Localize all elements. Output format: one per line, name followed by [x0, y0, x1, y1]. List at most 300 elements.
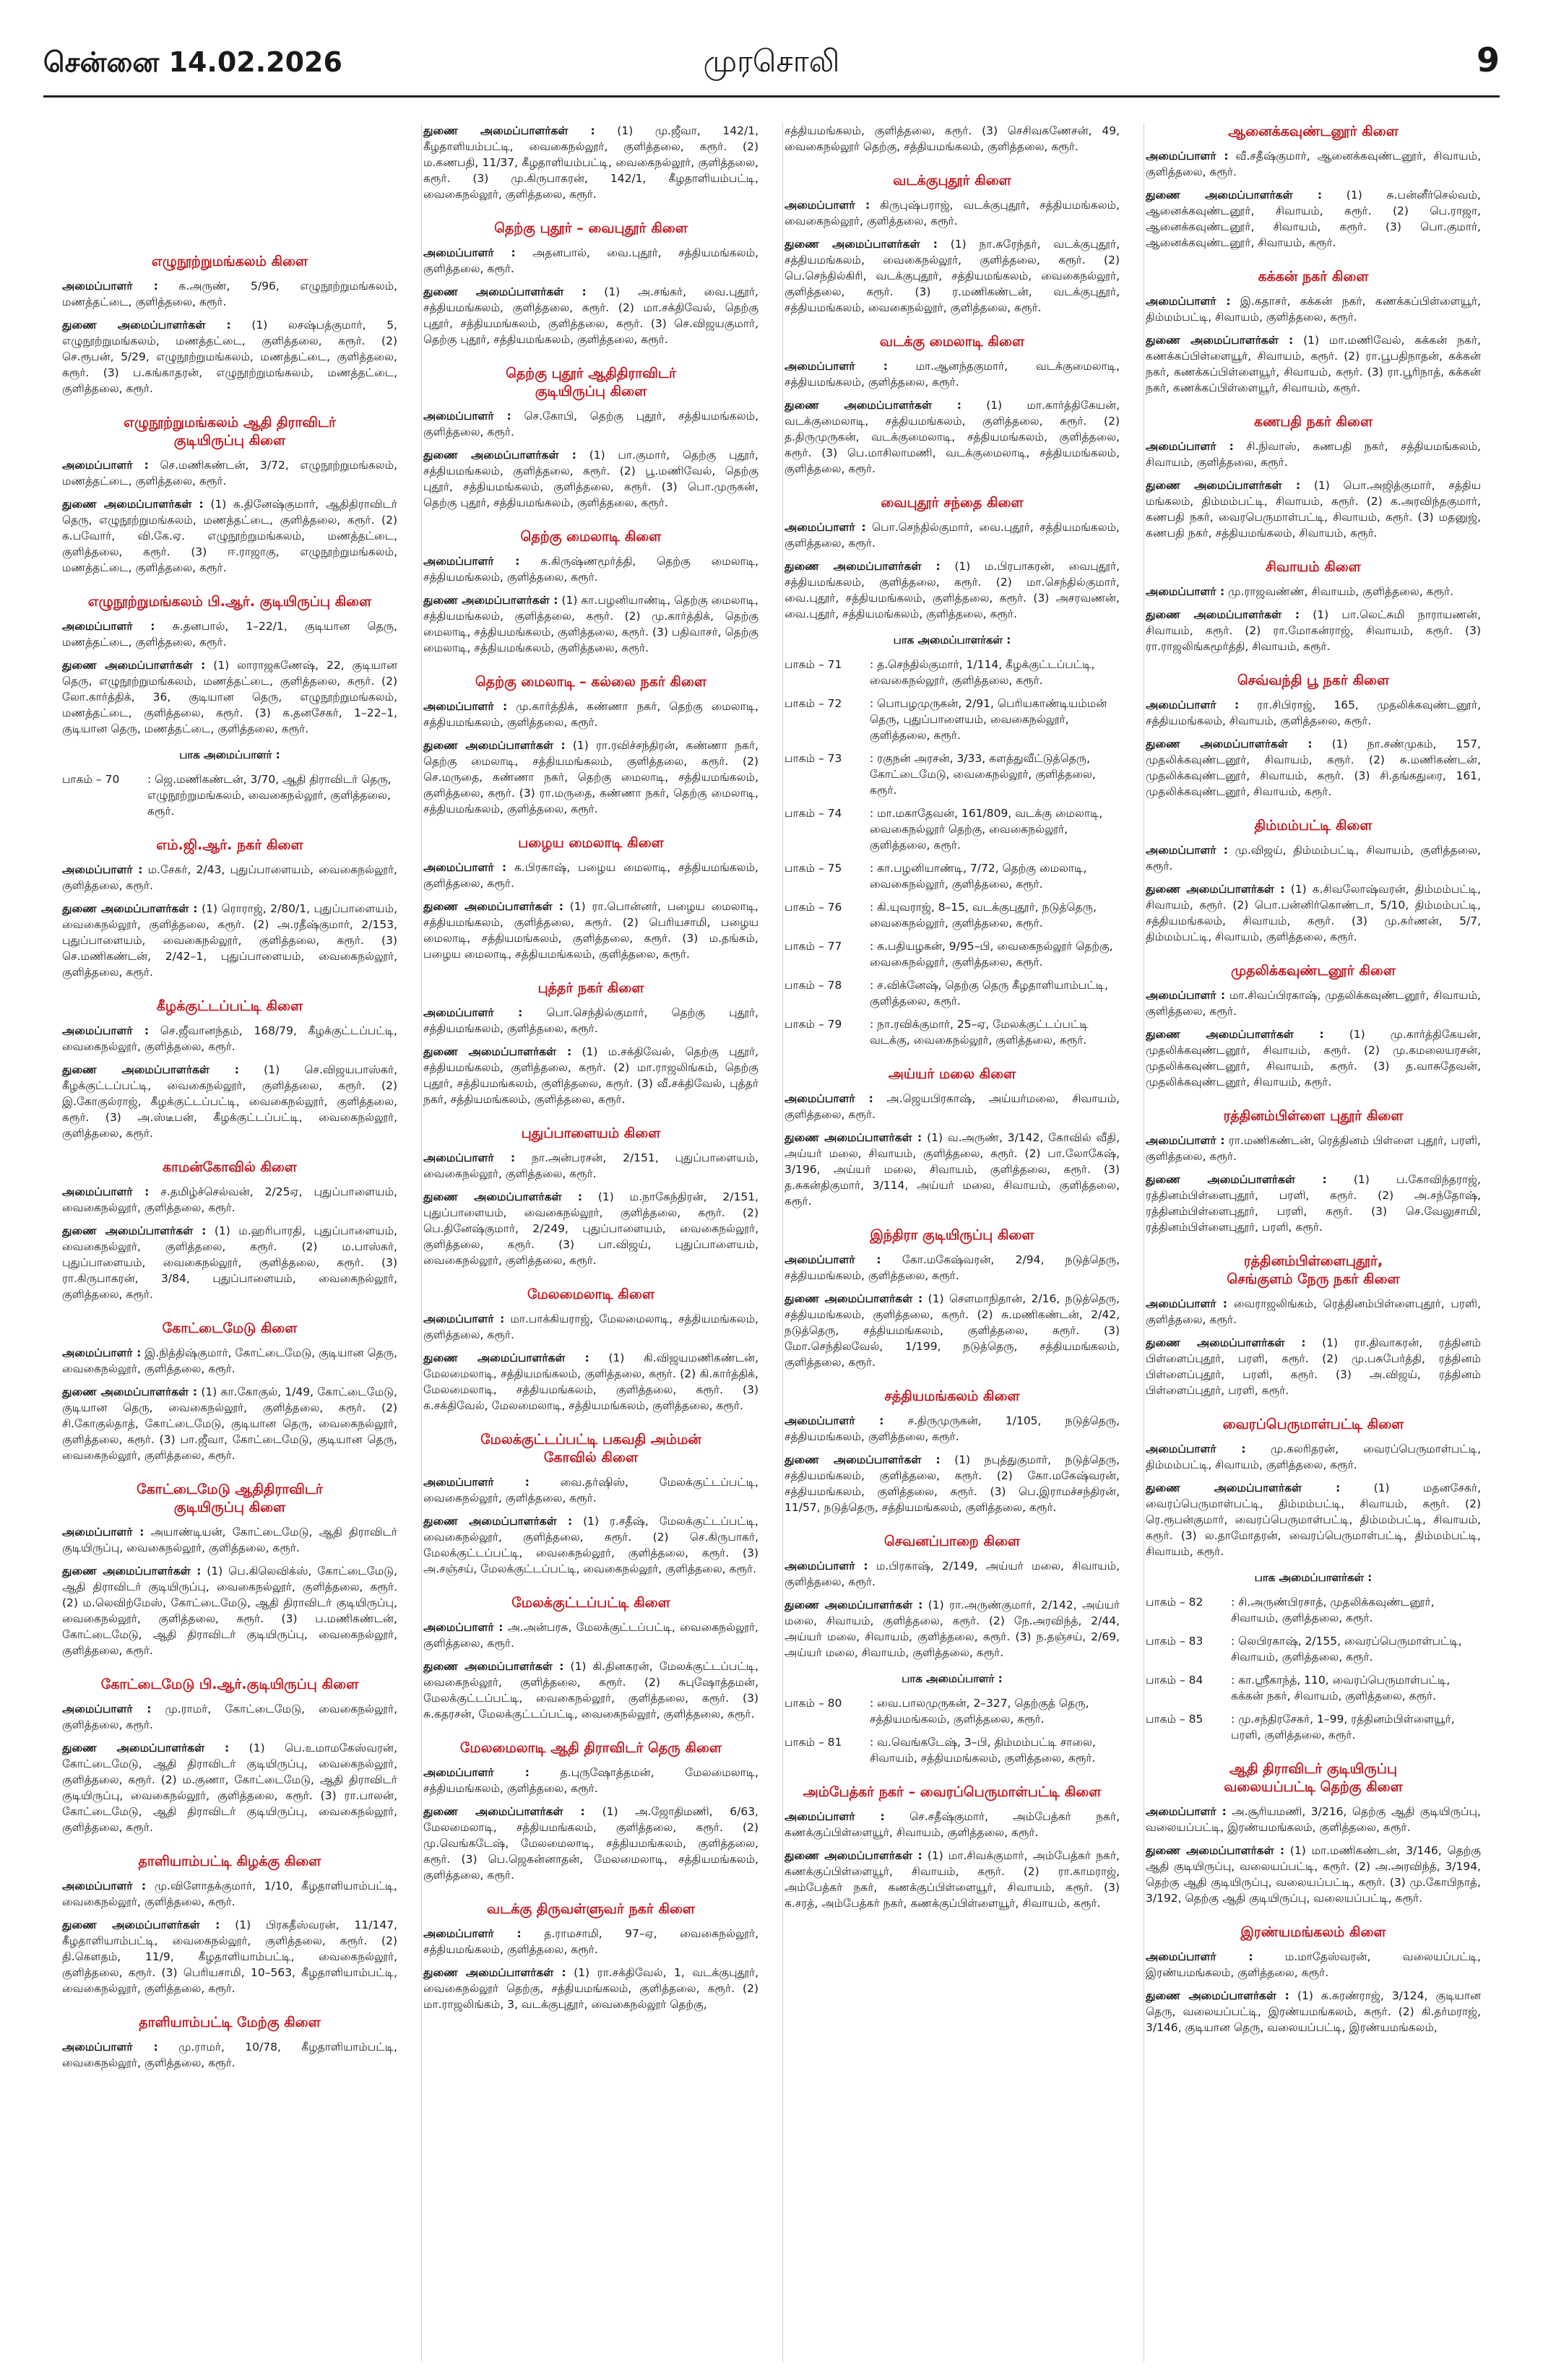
member-entry — [1146, 1335, 1481, 1398]
branch-heading — [423, 834, 758, 852]
role-label: அமைப்பாளர் : — [1146, 585, 1225, 598]
member-details: செ.ஜீவானந்தம், 168/79, கீழக்குட்டப்பட்டி, வைகைநல்லூர், குளித்தலை, கரூர். — [62, 1024, 397, 1053]
branch-title-line2: குடியிருப்பு கிளை — [535, 384, 647, 399]
branch-title: அய்யர் மலை கிளை — [888, 1066, 1016, 1082]
member-entry — [1146, 477, 1481, 541]
role-label: அமைப்பாளர் : — [62, 1185, 150, 1198]
branch-section — [62, 1159, 397, 1302]
role-label: அமைப்பாளர் : — [785, 1414, 884, 1427]
branch-heading — [785, 1388, 1120, 1406]
branch-title: கோட்டைமேடு கிளை — [162, 1320, 298, 1336]
member-details: க.அருண், 5/96, எழுநூற்றுமங்கலம், மணத்தட்டை, குளித்தலை, கரூர். — [62, 280, 397, 308]
role-label: துணை அமைப்பாளர்கள் : — [62, 659, 206, 672]
member-details: (1) ம.சக்திவேல், தெற்கு புதூர், சத்தியமங்கலம், குளித்தலை, கரூர். (2) மா.ராஜலிங்கம், தெற்கு புதூர், சத்தியமங்கலம், குளித்தலை, கரூர். (3) வீ.சக்திவேல், புத்தர் நகர், சத்தியமங்கலம், குளித்தலை, கரூர். — [423, 1045, 758, 1106]
member-details: (1) ரா.சக்திவேல், 1, வடக்குபுதூர், வைகைநல்லூர் தெற்கு, சத்தியமங்கலம், குளித்தலை, கரூர். (2) மா.ராஜலிங்கம், 3, வடக்குபுதூர், வைகைநல்லூர் தெற்கு, — [423, 1966, 758, 2011]
role-label: துணை அமைப்பாளர்கள் : — [785, 399, 961, 412]
member-entry — [423, 1005, 758, 1037]
column-1 — [62, 123, 397, 2362]
role-label: துணை அமைப்பாளர்கள் : — [62, 1385, 198, 1398]
role-label: அமைப்பாளர் : — [62, 459, 149, 472]
member-entry — [1146, 1480, 1481, 1559]
booth-row — [785, 938, 1120, 970]
role-label: துணை அமைப்பாளர்கள் : — [423, 1515, 573, 1528]
member-entry — [1146, 187, 1481, 251]
member-details: நா.அன்பரசன், 2/151, புதுப்பாளையம், வைகைநல்லூர், குளித்தலை, கரூர். — [423, 1151, 758, 1180]
member-entry — [785, 236, 1120, 316]
column-2 — [423, 123, 758, 2362]
member-details: பொ.செந்தில்குமார், வை.புதூர், சத்தியமங்கலம், குளித்தலை, கரூர். — [785, 521, 1120, 550]
member-details: (1) செ.விஜயபாஸ்கர், கீழக்குட்டப்பட்டி, வைகைநல்லூர், குளித்தலை, கரூர். (2) இ.கோகுல்ராஜ், கீழக்குட்டப்பட்டி, வைகைநல்லூர், குளித்தலை, கரூர். (3) அ.ஸ்டீபன், கீழக்குட்டப்பட்டி, வைகைநல்லூர், குளித்தலை, கரூர். — [62, 1063, 397, 1140]
member-details: அயாண்டியன், கோட்டைமேடு, ஆதி திராவிடர் குடியிருப்பு, வைகைநல்லூர், குளித்தலை, கரூர். — [62, 1526, 397, 1554]
member-entry — [423, 123, 758, 202]
member-entry — [1146, 881, 1481, 945]
member-details: (1) கி.விஜயமணிகண்டன், மேலமைலாடி, சத்தியமங்கலம், குளித்தலை, கரூர். (2) கி.கார்த்திக், மேலமைலாடி, சத்தியமங்கலம், குளித்தலை, கரூர். (3) க.சக்திவேல், மேலமைலாடி, சத்தியமங்கலம், குளித்தலை, கரூர். — [423, 1351, 758, 1412]
article-columns — [62, 123, 1481, 2362]
member-details: (1) ம.பிரபாகரன், வைபுதூர், சத்தியமங்கலம், குளித்தலை, கரூர். (2) மா.செந்தில்குமார், வை.புதூர், சத்தியமங்கலம், குளித்தலை, கரூர். (3) அசரவணன், வை.புதூர், சத்தியமங்கலம், குளித்தலை, கரூர். — [785, 560, 1120, 620]
member-details: (1) மா.மணிகண்டன், 3/146, தெற்கு ஆதி குடியிருப்பு, வலையப்பட்டி, கரூர். (2) அ.அரவிந்த், 3/194, தெற்கு ஆதி குடியிருப்பு, வலையப்பட்டி, கரூர். (3) மு.கோபிநாத், 3/192, தெற்கு ஆதி குடியிருப்பு, வலையப்பட்டி, கரூர். — [1146, 1844, 1481, 1905]
member-entry — [423, 1965, 758, 2012]
member-entry — [1146, 1441, 1481, 1473]
member-details: (1) சு.பன்னீர்செல்வம், ஆனைக்கவுண்டனூர், சிவாயம், கரூர். (2) பெ.ராஜா, ஆனைக்கவுண்டனூர், சிவாயம், கரூர். (3) பொ.குமார், ஆனைக்கவுண்டனூர், சிவாயம், கரூர். — [1146, 189, 1481, 249]
booth-number: பாகம் – 79 — [785, 1018, 842, 1031]
member-details: கிருபுஷ்பராஜ், வடக்குபுதூர், சத்தியமங்கலம், வைகைநல்லூர், குளித்தலை, கரூர். — [785, 199, 1120, 228]
member-entry — [1146, 1133, 1481, 1164]
role-label: துணை அமைப்பாளர்கள் : — [1146, 1989, 1289, 2002]
member-entry — [62, 1701, 397, 1733]
branch-section — [423, 1286, 758, 1414]
booth-organiser: : கா.பழனியாண்டி, 7/72, தெற்கு மைலாடி, வைகைநல்லூர், குளித்தலை, கரூர். — [870, 862, 1087, 891]
role-label: துணை அமைப்பாளர்கள் : — [785, 1131, 922, 1144]
member-details: வீ.சதீஷ்குமார், ஆனைக்கவுண்டனூர், சிவாயம், குளித்தலை, கரூர். — [1146, 150, 1481, 178]
member-entry — [785, 1291, 1120, 1370]
member-entry — [785, 558, 1120, 622]
branch-section — [62, 1853, 397, 1996]
branch-section — [1146, 817, 1481, 945]
branch-section — [1146, 1760, 1481, 1906]
member-details: (1) பெ.கிலெவிக்ஸ், கோட்டைமேடு, ஆதி திராவிடர் குடியிருப்பு, வைகைநல்லூர், குளித்தலை, கரூர். (2) ம.லெவிற்மேஸ், கோட்டைமேடு, ஆதி திராவிடர் குடியிருப்பு, வைகைநல்லூர், குளித்தலை, கரூர். (3) ப.மணிகண்டன், கோட்டைமேடு, ஆதி திராவிடர் குடியிருப்பு, வைகைநல்லூர், குளித்தலை, கரூர். — [62, 1565, 397, 1657]
role-label: துணை அமைப்பாளர்கள் : — [62, 319, 231, 332]
branch-section — [785, 333, 1120, 477]
branch-section — [62, 1481, 397, 1658]
member-entry — [1146, 1296, 1481, 1328]
branch-section — [785, 172, 1120, 316]
branch-heading — [62, 836, 397, 854]
role-label: அமைப்பாளர் : — [423, 555, 520, 568]
booth-number: பாகம் – 85 — [1146, 1713, 1203, 1726]
role-label: துணை அமைப்பாளர்கள் : — [423, 1190, 583, 1203]
role-label: அமைப்பாளர் : — [62, 1346, 142, 1359]
member-details: செ.சதீஷ்குமார், அம்பேத்கர் நகர், கணக்குப்பிள்ளையூர், சிவாயம், குளித்தலை, கரூர். — [785, 1810, 1120, 1839]
member-entry — [1146, 736, 1481, 800]
branch-heading — [62, 2014, 397, 2032]
member-details: ரா.சிபிராஜ், 165, முதலிக்கவுண்டனூர், சத்தியமங்கலம், சிவாயம், குளித்தலை, கரூர். — [1146, 698, 1481, 727]
branch-title-line2: கோவில் கிளை — [543, 1450, 639, 1466]
branch-title: அம்பேத்கர் நகர் – வைரப்பெருமாள்பட்டி கிளை — [803, 1784, 1102, 1800]
member-entry — [785, 1452, 1120, 1515]
branch-section — [62, 593, 397, 819]
branch-section — [1146, 962, 1481, 1090]
booth-number: பாகம் – 84 — [1146, 1674, 1203, 1687]
member-entry — [62, 278, 397, 310]
member-details: மா.சிவப்பிரகாஷ், முதலிக்கவுண்டனூர், சிவாயம், குளித்தலை, கரூர். — [1146, 989, 1481, 1018]
member-entry — [423, 1658, 758, 1722]
member-details: (1) அ.ஜோதிமணி, 6/63, மேலமைலாடி, சத்தியமங்கலம், குளித்தலை, கரூர். (2) மு.வெங்கடேஷ், மேலமைலாடி, சத்தியமங்கலம், குளித்தலை, கரூர். (3) பெ.ஜெகன்னாதன், மேலமைலாடி, சத்தியமங்கலம், குளித்தலை, கரூர். — [423, 1805, 758, 1882]
booth-number: பாகம் – 83 — [1146, 1635, 1203, 1648]
member-details: அ.ஜெயபிரகாஷ், அய்யர்மலை, சிவாயம், குளித்தலை, கரூர். — [785, 1092, 1120, 1121]
role-label: அமைப்பாளர் : — [785, 1253, 881, 1266]
role-label: துணை அமைப்பாளர்கள் : — [62, 1741, 230, 1754]
role-label: அமைப்பாளர் : — [423, 1927, 522, 1940]
branch-title: மேலமைலாடி ஆதி திராவிடர் தெரு கிளை — [459, 1740, 722, 1756]
member-details: (1) பொ.அஜித்குமார், சத்திய மங்கலம், திம்மம்பட்டி, சிவாயம், கரூர். (2) க.அரவிந்தகுமார், கணபதி நகர், வைரபெருமாள்பட்டி, சிவாயம், கரூர். (3) மதனுஜ், கணபதி நகர், சத்தியமங்கலம், சிவாயம், கரூர். — [1146, 479, 1481, 540]
booth-subheading: பாக அமைப்பாளர் : — [179, 748, 280, 761]
branch-title: தாளியாம்பட்டி கிழக்கு கிளை — [138, 1853, 321, 1869]
branch-title: கோட்டைமேடு பி.ஆர்.குடியிருப்பு கிளை — [100, 1676, 359, 1692]
branch-heading — [1146, 1924, 1481, 1942]
role-label: அமைப்பாளர் : — [62, 620, 155, 633]
booth-subheading: பாக அமைப்பாளர் : — [902, 1672, 1003, 1685]
branch-section — [62, 2014, 397, 2071]
member-entry — [423, 737, 758, 817]
booth-number: பாகம் – 72 — [785, 697, 842, 710]
booth-row — [785, 1695, 1120, 1727]
role-label: அமைப்பாளர் : — [1146, 1134, 1225, 1147]
member-details: த.புருஷோத்தமன், மேலமைலாடி, சத்தியமங்கலம், குளித்தலை, கரூர். — [423, 1766, 758, 1795]
branch-title: செவ்வந்தி பூ நகர் கிளை — [1237, 672, 1390, 688]
member-details: மு.ராஜவண்ண், சிவாயம், குளித்தலை, கரூர். — [1228, 585, 1454, 598]
branch-title: ரத்தினம்பிள்ளை புதூர் கிளை — [1223, 1108, 1404, 1124]
member-details: (1) மதனசேகர், வைரப்பெருமாள்பட்டி, திம்மம்பட்டி, சிவாயம், கரூர். (2) ரெ.ரூபன்குமார், வைரப்பெருமாள்பட்டி, திம்மம்பட்டி, சிவாயம், கரூர். (3) ல.தாமோதரன், வைரப்பெருமாள்பட்டி, திம்மம்பட்டி, சிவாயம், கரூர். — [1146, 1481, 1481, 1558]
branch-title: செவனப்பாறை கிளை — [883, 1533, 1021, 1549]
branch-title: வடக்கு திருவள்ளுவர் நகர் கிளை — [486, 1901, 696, 1917]
role-label: அமைப்பாளர் : — [1146, 1297, 1227, 1310]
role-label: அமைப்பாளர் : — [62, 1024, 150, 1037]
role-label: அமைப்பாளர் : — [785, 199, 870, 212]
member-details: (1) மா.சிவக்குமார், அம்பேத்கர் நகர், கணக்குப்பிள்ளையூர், சிவாயம், கரூர். (2) ரா.காமராஜ், அம்பேத்கர் நகர், கணக்குப்பிள்ளையூர், சிவாயம், கரூர். (3) க.சரத், அம்பேத்கர் நகர், கணக்குப்பிள்ளையூர், சிவாயம், கரூர். — [785, 1849, 1120, 1910]
member-entry — [423, 408, 758, 440]
member-details: அ.சூரியமணி, 3/216, தெற்கு ஆதி குடியிருப்பு, வலையப்பட்டி, இரண்யமங்கலம், குளித்தலை, கரூர். — [1146, 1805, 1481, 1834]
member-entry — [423, 553, 758, 585]
role-label: துணை அமைப்பாளர்கள் : — [1146, 883, 1285, 896]
member-details: (1) மு.கார்த்திகேயன், முதலிக்கவுண்டனூர், சிவாயம், கரூர். (2) மு.கமலையரசன், முதலிக்கவுண்டனூர், சிவாயம், கரூர். (3) த.வாசுதேவன், முதலிக்கவுண்டனூர், சிவாயம், கரூர். — [1146, 1028, 1481, 1089]
booth-row — [1146, 1711, 1481, 1743]
role-label: அமைப்பாளர் : — [423, 1312, 505, 1325]
member-details: (1) கா.கோகுல், 1/49, கோட்டைமேடு, குடியான தெரு, வைகைநல்லூர், குளித்தலை, கரூர். (2) சி.கோகுல்தாத், கோட்டைமேடு, குடியான தெரு, வைகைநல்லூர், குளித்தலை, கரூர். (3) பா.ஜீவா, கோட்டைமேடு, குடியான தெரு, வைகைநல்லூர், குளித்தலை, கரூர். — [62, 1385, 397, 1462]
member-details: (1) ம.நாகேந்திரன், 2/151, புதுப்பாளையம், வைகைநல்லூர், குளித்தலை, கரூர். (2) பெ.தினேஷ்குமார், 2/249, புதுப்பாளையம், வைகைநல்லூர், குளித்தலை, கரூர். (3) பா.விஜய், புதுப்பாளையம், வைகைநல்லூர், குளித்தலை, கரூர். — [423, 1190, 758, 1267]
booth-organiser: : சி.அருண்பிரசாத், முதலிக்கவுண்டனூர், சிவாயம், குளித்தலை, கரூர். — [1231, 1596, 1435, 1624]
member-details: க.பிரகாஷ், பழைய மைலாடி, சத்தியமங்கலம், குளித்தலை, கரூர். — [423, 861, 758, 890]
member-entry — [423, 698, 758, 730]
branch-title: ஆதி திராவிடர் குடியிருப்பு — [1229, 1761, 1398, 1777]
role-label: துணை அமைப்பாளர்கள் : — [62, 1224, 207, 1237]
member-entry — [423, 1350, 758, 1414]
branch-heading — [1146, 1252, 1481, 1289]
branch-title: இரண்யமங்கலம் கிளை — [1240, 1924, 1386, 1940]
member-details: ம.பிரகாஷ், 2/149, அய்யர் மலை, சிவாயம், குளித்தலை, கரூர். — [785, 1559, 1120, 1588]
branch-heading — [62, 593, 397, 611]
branch-section — [423, 1739, 758, 1883]
member-details: (1) கி.தினகரன், மேலக்குட்டப்பட்டி, வைகைநல்லூர், குளித்தலை, கரூர். (2) சுபுஷோத்தமன், மேலக்குட்டப்பட்டி, வைகைநல்லூர், குளித்தலை, கரூர். (3) சு.கதரசன், மேலக்குட்டப்பட்டி, வைகைநல்லூர், குளித்தலை, கரூர். — [423, 1660, 758, 1721]
role-label: அமைப்பாளர் : — [62, 1526, 144, 1539]
branch-title: தாளியாம்பட்டி மேற்கு கிளை — [139, 2015, 321, 2030]
header-rule — [43, 95, 1500, 98]
branch-title: வடக்கு மைலாடி கிளை — [879, 334, 1025, 350]
member-entry — [785, 1597, 1120, 1661]
booth-organiser: : வை.பாலமுருகன், 2–327, தெற்குத் தெரு, சத்தியமங்கலம், குளித்தலை, கரூர். — [870, 1697, 1089, 1726]
role-label: அமைப்பாளர் : — [62, 280, 158, 293]
branch-section — [62, 1320, 397, 1463]
branch-section — [785, 123, 1120, 155]
member-entry — [1146, 987, 1481, 1019]
branch-heading — [423, 1125, 758, 1143]
member-entry — [62, 1184, 397, 1216]
role-label: துணை அமைப்பாளர்கள் : — [1146, 334, 1294, 347]
booth-organiser: : நா.ரவிக்குமார், 25–ஏ, மேலக்குட்டப்பட்டி வடக்கு, வைகைநல்லூர், குளித்தலை, கரூர். — [870, 1018, 1089, 1047]
branch-section — [785, 1388, 1120, 1515]
member-details: (1) பா.லெட்சுமி நாராயணன், சிவாயம், கரூர். (2) ரா.மோகன்ராஜ், சிவாயம், கரூர். (3) ரா.ராஜலிங்கமூர்த்தி, சிவாயம், கரூர். — [1146, 608, 1481, 653]
role-label: அமைப்பாளர் : — [1146, 440, 1234, 453]
member-details: (1) ரொராஜ், 2/80/1, புதுப்பாளையம், வைகைநல்லூர், குளித்தலை, கரூர். (2) அ.ரதீஷ்குமார், 2/153, புதுப்பாளையம், வைகைநல்லூர், குளித்தலை, கரூர். (3) செ.மணிகண்டன், 2/42–1, புதுப்பாளையம், வைகைநல்லூர், குளித்தலை, கரூர். — [62, 902, 397, 979]
role-label: துணை அமைப்பாளர்கள் : — [1146, 479, 1301, 492]
member-entry — [423, 592, 758, 656]
member-details: (1) மா.மணிவேல், கக்கன் நகர், கணக்கப்பிள்ளையூர், சிவாயம், கரூர். (2) ரா.பூபதிநாதன், கக்கன் நகர், கணக்கப்பிள்ளையூர், சிவாயம், கரூர். (3) ரா.பூரிநாத், கக்கன் நகர், கணக்கப்பிள்ளையூர், சிவாயம், கரூர். — [1146, 334, 1481, 394]
branch-title: கீழக்குட்டப்பட்டி கிளை — [156, 998, 303, 1014]
role-label: அமைப்பாளர் : — [785, 1092, 873, 1105]
branch-section — [785, 1065, 1120, 1209]
branch-section — [62, 414, 397, 576]
branch-title: கணபதி நகர் கிளை — [1253, 414, 1373, 430]
masthead — [43, 40, 1500, 84]
booth-row — [785, 1734, 1120, 1766]
role-label: அமைப்பாளர் : — [1146, 150, 1229, 163]
page-number: 9 — [1476, 40, 1500, 79]
member-details: (1) ரா.ரவிச்சந்திரன், கண்ணா நகர், தெற்கு மைலாடி, சத்தியமங்கலம், குளித்தலை, கரூர். (2) செ.மருதை, கண்ணா நகர், தெற்கு மைலாடி, சத்தியமங்கலம், குளித்தலை, கரூர். (3) ரா.மருதை, கண்ணா நகர், தெற்கு மைலாடி, சத்தியமங்கலம், குளித்தலை, கரூர். — [423, 739, 758, 815]
branch-title: முதலிக்கவுண்டனூர் கிளை — [1230, 963, 1396, 979]
member-details: இ.கதாசர், கக்கன் நகர், கணக்கப்பிள்ளையூர், திம்மம்பட்டி, சிவாயம், குளித்தலை, கரூர். — [1146, 295, 1481, 324]
member-details: செ.மணிகண்டன், 3/72, எழுநூற்றுமங்கலம், மணத்தட்டை, குளித்தலை, கரூர். — [62, 459, 397, 488]
member-details: (1) க.சுரண்ராஜ், 3/124, குடியான தெரு, வலையப்பட்டி, இரண்யமங்கலம், கரூர். (2) கி.தர்மராஜ், 3/146, குடியான தெரு, வலையப்பட்டி, இரண்யமங்கலம், — [1146, 1989, 1481, 2034]
member-details: (1) சௌமாநிதான், 2/16, நடுத்தெரு, சத்தியமங்கலம், குளித்தலை, கரூர். (2) சு.மணிகண்டன், 2/42, நடுத்தெரு, சத்தியமங்கலம், குளித்தலை, கரூர். (3) மோ.செந்திலவேல், 1/199, நடுத்தெரு, சத்தியமங்கலம், குளித்தலை, கரூர். — [785, 1292, 1120, 1369]
member-details: அ.அன்பரசு, மேலக்குட்டப்பட்டி, வைகைநல்லூர், குளித்தலை, கரூர். — [423, 1621, 758, 1650]
member-entry — [423, 245, 758, 277]
role-label: துணை அமைப்பாளர்கள் : — [62, 1918, 220, 1931]
role-label: அமைப்பாளர் : — [785, 1810, 885, 1823]
role-label: அமைப்பாளர் : — [1146, 1805, 1227, 1818]
role-label: துணை அமைப்பாளர்கள் : — [62, 1565, 202, 1578]
member-details: மு.ராமர், 10/78, கீழதாளியாம்பட்டி, வைகைநல்லூர், குளித்தலை, கரூர். — [62, 2041, 397, 2069]
member-entry — [423, 899, 758, 962]
member-details: பொ.செந்தில்குமார், தெற்கு புதூர், சத்தியமங்கலம், குளித்தலை, கரூர். — [423, 1006, 758, 1035]
member-details: வை.தர்ஷிஸ், மேலக்குட்டப்பட்டி, வைகைநல்லூர், குளித்தலை, கரூர். — [423, 1476, 758, 1505]
booth-number: பாகம் – 73 — [785, 752, 842, 765]
member-entry — [423, 1765, 758, 1796]
member-entry — [785, 1809, 1120, 1840]
branch-section — [62, 998, 397, 1141]
branch-heading — [1146, 558, 1481, 576]
role-label: அமைப்பாளர் : — [785, 521, 866, 534]
member-entry — [62, 618, 397, 650]
branch-section — [423, 220, 758, 347]
member-entry — [62, 1878, 397, 1910]
branch-title: இந்திரா குடியிருப்பு கிளை — [870, 1227, 1034, 1243]
member-entry — [1146, 332, 1481, 396]
member-details: (1) லாராஜகணேஷ், 22, குடியான தெரு, எழுநூற்றுமங்கலம், மணத்தட்டை, குளித்தலை, கரூர். (2) லோ.கார்த்திக், 36, குடியான தெரு, எழுநூற்றுமங்கலம், மணத்தட்டை, குளித்தலை, கரூர். (3) க.தனசேகர், 1–22–1, குடியான தெரு, மணத்தட்டை, குளித்தலை, கரூர். — [62, 659, 397, 735]
branch-section — [423, 528, 758, 656]
member-entry — [62, 457, 397, 489]
branch-section — [1146, 123, 1481, 251]
member-entry — [785, 1130, 1120, 1209]
member-entry — [423, 1804, 758, 1883]
branch-section — [1146, 1924, 1481, 2035]
booth-number: பாகம் – 70 — [62, 773, 120, 786]
role-label: துணை அமைப்பாளர்கள் : — [1146, 608, 1300, 621]
branch-title: சத்தியமங்கலம் கிளை — [884, 1388, 1020, 1404]
booth-row — [62, 771, 397, 819]
branch-title: காமன்கோவில் கிளை — [162, 1159, 298, 1175]
member-entry — [423, 1926, 758, 1957]
role-label: அமைப்பாளர் : — [62, 1702, 152, 1715]
member-entry — [62, 1223, 397, 1302]
member-entry — [785, 197, 1120, 229]
member-entry — [423, 860, 758, 891]
branch-title: ரத்தினம்பிள்ளைபுதூர், — [1243, 1253, 1383, 1269]
branch-section — [423, 979, 758, 1107]
role-label: துணை அமைப்பாளர்கள் : — [1146, 1481, 1341, 1494]
branch-heading — [1146, 672, 1481, 690]
role-label: துணை அமைப்பாளர்கள் : — [423, 1805, 585, 1818]
member-entry — [785, 519, 1120, 551]
branch-section — [1146, 413, 1481, 541]
member-entry — [423, 1513, 758, 1577]
member-entry — [62, 1524, 397, 1556]
role-label: துணை அமைப்பாளர்கள் : — [785, 238, 938, 251]
booth-number: பாகம் – 80 — [785, 1697, 842, 1710]
branch-heading — [1146, 268, 1481, 286]
member-entry — [785, 1252, 1120, 1284]
member-entry — [1146, 842, 1481, 874]
member-details: (1) ரா.பொன்னர், பழைய மைலாடி, சத்தியமங்கலம், குளித்தலை, கரூர். (2) பெரியசாமி, பழைய மைலாடி, சத்தியமங்கலம், குளித்தலை, கரூர். (3) ம.தங்கம், பழைய மைலாடி, சத்தியமங்கலம், குளித்தலை, கரூர். — [423, 900, 758, 961]
role-label: துணை அமைப்பாளர்கள் : — [785, 1598, 923, 1611]
role-label: துணை அமைப்பாளர்கள் : — [423, 124, 595, 137]
branch-heading — [423, 1286, 758, 1304]
role-label: துணை அமைப்பாளர்கள் : — [1146, 1173, 1327, 1186]
branch-heading — [62, 1320, 397, 1338]
member-details: மு.விஜய், திம்மம்பட்டி, சிவாயம், குளித்தலை, கரூர். — [1146, 844, 1481, 873]
branch-heading — [1146, 1107, 1481, 1125]
role-label: அமைப்பாளர் : — [62, 1879, 147, 1892]
member-entry — [62, 317, 397, 397]
newspaper-name: முரசொலி — [703, 43, 840, 79]
member-entry — [423, 1619, 758, 1651]
branch-title: ஆனைக்கவுண்டனூர் கிளை — [1228, 124, 1399, 139]
booth-number: பாகம் – 77 — [785, 940, 842, 953]
booth-organiser: : த.செந்தில்குமார், 1/114, கீழக்குட்டப்பட்டி, வைகைநல்லூர், குளித்தலை, கரூர். — [870, 658, 1095, 687]
member-details: இ.நித்திஷ்குமார், கோட்டைமேடு, குடியான தெரு, வைகைநல்லூர், குளித்தலை, கரூர். — [62, 1346, 397, 1375]
branch-title-line2: செங்குளம் நேரு நகர் கிளை — [1227, 1271, 1400, 1287]
branch-heading — [423, 528, 758, 546]
member-details: (1) பிரகதீஸ்வரன், 11/147, கீழதாளியாம்பட்டி, வைகைநல்லூர், குளித்தலை, கரூர். (2) தி.கௌதம், 11/9, கீழதாளியாம்பட்டி, வைகைநல்லூர், குளித்தலை, கரூர். (3) பெரியசாமி, 10–563, கீழதாளியாம்பட்டி, வைகைநல்லூர், குளித்தலை, கரூர். — [62, 1918, 397, 1995]
branch-section — [1146, 1107, 1481, 1235]
role-label: துணை அமைப்பாளர்கள் : — [1146, 1028, 1324, 1041]
role-label: அமைப்பாளர் : — [423, 1621, 503, 1634]
branch-heading — [62, 1159, 397, 1177]
branch-title: தெற்கு மைலாடி – கல்லை நகர் கிளை — [475, 674, 707, 690]
branch-heading — [423, 365, 758, 401]
booth-number: பாகம் – 82 — [1146, 1596, 1203, 1609]
booth-organiser: : பொபழமுருகன், 2/91, பெரியகாண்டியம்மன் தெரு, புதுப்பாளையம், வைகைநல்லூர், குளித்தலை, கரூர். — [870, 697, 1107, 742]
branch-section — [423, 834, 758, 962]
member-entry — [423, 1189, 758, 1268]
branch-title: எழுநூற்றுமங்கலம் பி.ஆர். குடியிருப்பு கிளை — [87, 594, 372, 610]
role-label: அமைப்பாளர் : — [1146, 698, 1240, 711]
member-entry — [1146, 607, 1481, 654]
member-entry — [423, 1474, 758, 1506]
branch-section — [785, 494, 1120, 1048]
booth-number: பாகம் – 78 — [785, 979, 842, 992]
branch-title: வடக்குபுதூர் கிளை — [893, 173, 1011, 189]
member-entry — [62, 1345, 397, 1377]
branch-heading — [62, 1853, 397, 1871]
branch-heading — [785, 333, 1120, 351]
member-details: க.கிருஷ்ணமூர்த்தி, தெற்கு மைலாடி, சத்தியமங்கலம், குளித்தலை, கரூர். — [423, 555, 758, 584]
member-entry — [1146, 1804, 1481, 1835]
member-details: ம.மாதேஸ்வரன், வலையப்பட்டி, இரண்யமங்கலம், குளித்தலை, கரூர். — [1146, 1950, 1481, 1979]
branch-title: வைரப்பெருமாள்பட்டி கிளை — [1222, 1416, 1404, 1432]
branch-heading — [785, 1783, 1120, 1801]
role-label: அமைப்பாளர் : — [1146, 1950, 1253, 1963]
member-details: (1) மா.கார்த்திகேயன், வடக்குமைலாடி, சத்தியமங்கலம், குளித்தலை, கரூர். (2) த.திருமுருகன், வடக்குமைலாடி, சத்தியமங்கலம், குளித்தலை, கரூர். (3) பெ.மாசிலாமணி, வடக்குமைலாடி, சத்தியமங்கலம், குளித்தலை, கரூர். — [785, 399, 1120, 475]
member-entry — [423, 1044, 758, 1107]
role-label: துணை அமைப்பாளர்கள் : — [1146, 1336, 1306, 1349]
member-details: (1) அ.சங்கர், வை.புதூர், சத்தியமங்கலம், குளித்தலை, கரூர். (2) மா.சக்திவேல், தெற்கு புதூர், சத்தியமங்கலம், குளித்தலை, கரூர். (3) செ.விஜயகுமார், தெற்கு புதூர், சத்தியமங்கலம், குளித்தலை, கரூர். — [423, 285, 758, 346]
member-details: (1) வ.அருண், 3/142, கோவில் வீதி, அய்யர் மலை, சிவாயம், குளித்தலை, கரூர். (2) பா.லோகேஷ், 3/196, அய்யர் மலை, சிவாயம், குளித்தலை, கரூர். (3) த.சுகன்திகுமார், 3/114, அய்யர் மலை, சிவாயம், குளித்தலை, கரூர். — [785, 1131, 1120, 1208]
branch-section — [785, 1783, 1120, 1911]
booth-number: பாகம் – 75 — [785, 862, 842, 875]
branch-section — [62, 253, 397, 397]
branch-section — [62, 1676, 397, 1835]
member-entry — [423, 1311, 758, 1343]
member-entry — [62, 862, 397, 893]
branch-heading — [1146, 962, 1481, 980]
branch-section — [423, 1125, 758, 1268]
role-label: துணை அமைப்பாளர்கள் : — [62, 498, 204, 511]
member-entry — [785, 358, 1120, 390]
member-details: செ.கோபி, தெற்கு புதூர், சத்தியமங்கலம், குளித்தலை, கரூர். — [423, 410, 758, 438]
role-label: துணை அமைப்பாளர்கள் : — [62, 1063, 239, 1076]
member-details: அதனபால், வை.புதூர், சத்தியமங்கலம், குளித்தலை, கரூர். — [423, 246, 758, 275]
member-details: ரா.மணிகண்டன், ரெத்தினம் பிள்ளை புதூர், பரளி, குளித்தலை, கரூர். — [1146, 1134, 1481, 1163]
member-details: (1) ம.ஹரிபாரதி, புதுப்பாளையம், வைகைநல்லூர், குளித்தலை, கரூர். (2) ம.பாஸ்கர், புதுப்பாளையம், வைகைநல்லூர், குளித்தலை, கரூர். (3) ரா.கிருபாகரன், 3/84, புதுப்பாளையம், வைகைநல்லூர், குளித்தலை, கரூர். — [62, 1224, 397, 1301]
branch-heading — [62, 1481, 397, 1517]
branch-section — [1146, 1416, 1481, 1743]
member-details: மு.விளோதக்குமார், 1/10, கீழதாளியாம்பட்டி, வைகைநல்லூர், குளித்தலை, கரூர். — [62, 1879, 397, 1908]
role-label: துணை அமைப்பாளர்கள் : — [423, 739, 566, 752]
booth-organiser: : ஜெ.மணிகண்டன், 3/70, ஆதி திராவிடர் தெரு, எழுநூற்றுமங்கலம், வைகைநல்லூர், குளித்தலை, கரூர். — [147, 773, 392, 818]
member-details: சத்தியமங்கலம், குளித்தலை, கரூர். (3) செசிவகணேசன், 49, வைகைநல்லூர் தெற்கு, சத்தியமங்கலம், குளித்தலை, கரூர். — [785, 124, 1120, 153]
booth-row — [1146, 1594, 1481, 1626]
branch-heading — [62, 414, 397, 450]
role-label: அமைப்பாளர் : — [423, 1476, 530, 1489]
issue-date: சென்னை 14.02.2026 — [43, 46, 342, 78]
member-details: ம.சேகர், 2/43, புதுப்பாளையம், வைகைநல்லூர், குளித்தலை, கரூர். — [62, 863, 397, 892]
member-details: மு.கார்த்திக், கண்ணா நகர், தெற்கு மைலாடி, சத்தியமங்கலம், குளித்தலை, கரூர். — [423, 700, 758, 729]
booth-number: பாகம் – 81 — [785, 1736, 842, 1749]
branch-section — [423, 673, 758, 817]
role-label: துணை அமைப்பாளர்கள் : — [423, 285, 587, 298]
branch-section — [423, 1431, 758, 1577]
member-entry — [1146, 438, 1481, 470]
branch-section — [423, 1594, 758, 1722]
